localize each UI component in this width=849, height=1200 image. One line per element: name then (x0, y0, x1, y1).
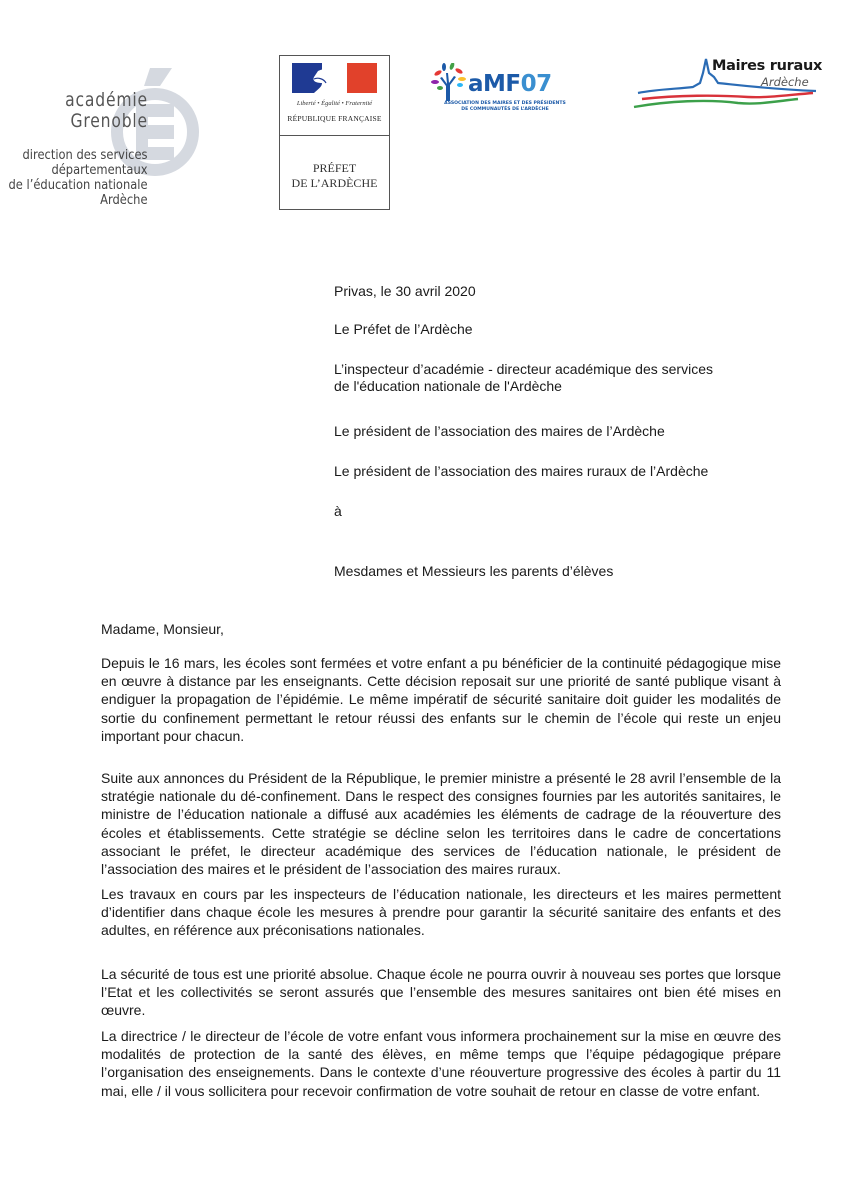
paragraph: La directrice / le directeur de l’école de votre enfant vous informera prochainement sur la mise en œuvre des modalités de protection de la santé des élèves, en même temps que l’équipe pédagogique prépare l’organisation des enseignements. Dans le contexte d’une réouverture progressive des écoles à partir du 11 mai, elle / il vous sollicitera pour recevoir confirmation de votre souhait de retour en classe de votre enfant. (101, 1028, 781, 1099)
academie-subtitle (9, 148, 148, 208)
academie-title-line2: Grenoble (70, 110, 148, 132)
paragraph: La sécurité de tous est une priorité absolue. Chaque école ne pourra ouvrir à nouveau ses portes que lorsque l’Etat et les collectivités se seront assurés que l’ensemble des mesures sanitaires ont bien été mises en œuvre. (101, 966, 781, 1019)
prefet-ardeche-logo (279, 55, 390, 210)
paragraph: Depuis le 16 mars, les écoles sont fermées et votre enfant a pu bénéficier de la continuité pédagogique mise en œuvre à distance par les enseignants. Cette décision reposait sur une priorité de santé publique visant à endiguer la propagation de l’épidémie. Le même impératif de sécurité sanitaire doit guider les modalités de sortie du confinement permettant le retour réussi des enfants sur le chemin de l’école qui reste un enjeu important pour chacun. (101, 655, 781, 744)
paragraph: Les travaux en cours par les inspecteurs de l’éducation nationale, les directeurs et les maires permettent d’identifier dans chaque école les mesures à prendre pour garantir la sécurité sanitaire des enfants et des adultes, en référence aux préconisations nationales. (101, 886, 781, 939)
academie-title-line1: académie (65, 89, 148, 111)
academie-sub-line2: départementaux (51, 162, 149, 178)
sender-president-maires: Le président de l’association des maires de l’Ardèche (334, 423, 665, 439)
prefet-motto: Liberté • Égalité • Fraternité (296, 100, 373, 107)
academie-title (65, 90, 148, 132)
recipient: Mesdames et Messieurs les parents d’élèves (334, 563, 614, 579)
place-date: Privas, le 30 avril 2020 (334, 283, 476, 299)
maires-ruraux-ardeche-logo (628, 55, 823, 115)
addressee-preposition: à (334, 503, 342, 519)
republique-francaise-block (280, 56, 389, 136)
sender-prefet: Le Préfet de l’Ardèche (334, 321, 473, 337)
amf07-logo (430, 63, 580, 123)
prefet-title-line2: DE L’ARDÈCHE (291, 176, 378, 190)
amf-sub-line2: DE COMMUNAUTÉS DE L’ARDÈCHE (461, 106, 549, 112)
tree-hand-icon (430, 63, 472, 103)
sender-inspecteur: L’inspecteur d’académie - directeur académique des services de l'éducation nationale de l'Ardèche (334, 361, 713, 394)
salutation: Madame, Monsieur, (101, 621, 224, 637)
amf-sub-line1: ASSOCIATION DES MAIRES ET DES PRÉSIDENTS (444, 101, 566, 106)
amf-number: 07 (520, 71, 552, 97)
prefet-title (280, 136, 389, 191)
amf-subtitle (430, 101, 580, 112)
prefet-title-line1: PRÉFET (312, 161, 357, 175)
maires-ruraux-title: Maires ruraux (712, 58, 823, 74)
sender-president-maires-ruraux: Le président de l’association des maires ruraux de l’Ardèche (334, 463, 709, 479)
academie-sub-line4: Ardèche (100, 192, 148, 208)
academie-sub-line1: direction des services (23, 147, 149, 163)
academie-sub-line3: de l’éducation nationale (9, 177, 148, 193)
paragraph: Suite aux annonces du Président de la République, le premier ministre a présenté le 28 avril l’ensemble de la stratégie nationale du dé-confinement. Dans le respect des consignes fournies par les autorités sanitaires, le ministre de l’éducation nationale a diffusé aux académies les éléments de cadrage de la réouverture des écoles et établissements. Cette stratégie se décline selon les territoires dans le cadre de concertations associant le préfet, le directeur académique des services de l’éducation nationale, le président de l’association des maires et le président de l’association des maires ruraux. (101, 770, 781, 878)
amf-wordmark (468, 71, 552, 97)
republique-francaise-text: RÉPUBLIQUE FRANÇAISE (287, 114, 382, 123)
amf-name: aMF (468, 71, 521, 97)
academie-grenoble-logo (9, 62, 204, 217)
maires-ruraux-subtitle: Ardèche (761, 75, 809, 89)
marianne-flag-icon (292, 63, 377, 93)
